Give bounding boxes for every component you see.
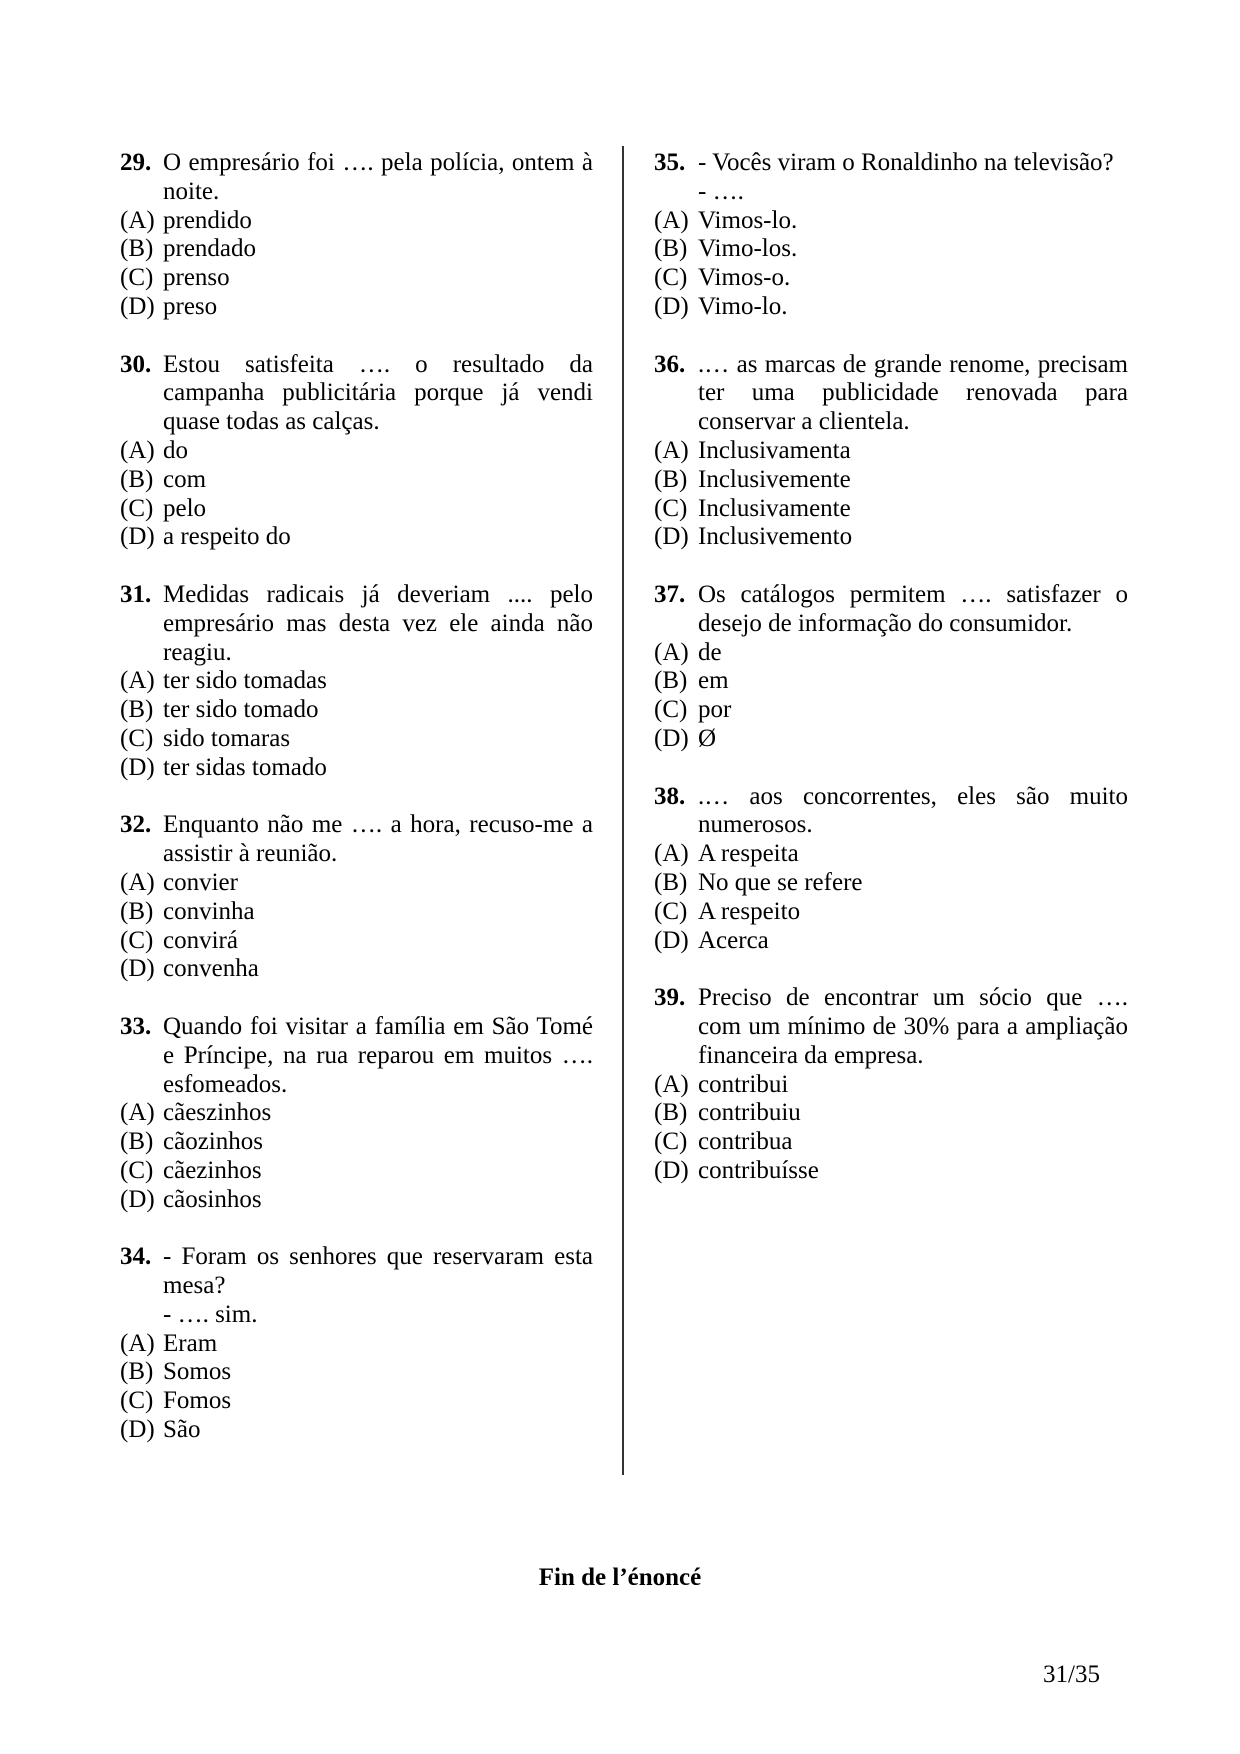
question-number: 36. xyxy=(654,350,686,378)
question-stem: Medidas radicais já deveriam .... pelo empresário mas desta vez ele ainda não reagiu. xyxy=(163,580,593,666)
option-label: (C) xyxy=(120,494,154,522)
option-text: prendido xyxy=(163,206,252,234)
question-number: 30. xyxy=(120,350,152,378)
question-stem: O empresário foi …. pela polícia, ontem à noite. xyxy=(163,149,593,205)
option-text: A respeito xyxy=(698,897,801,925)
option-label: (D) xyxy=(120,523,155,551)
option-label: (D) xyxy=(120,955,155,983)
question-30 xyxy=(120,351,593,553)
option-d xyxy=(654,523,1128,552)
question-31 xyxy=(120,581,593,783)
option-label: (B) xyxy=(120,1358,154,1386)
question-34 xyxy=(120,1243,593,1445)
option-text: São xyxy=(163,1416,201,1444)
option-d xyxy=(654,293,1128,322)
option-d xyxy=(120,754,593,783)
option-text: No que se refere xyxy=(698,868,863,896)
option-label: (B) xyxy=(120,696,154,724)
question-number: 34. xyxy=(120,1243,152,1271)
option-a xyxy=(120,667,593,696)
option-text: pelo xyxy=(163,494,207,522)
option-b xyxy=(120,898,593,927)
option-c xyxy=(120,264,593,293)
question-stem: Estou satisfeita …. o resultado da campanha publicitária porque já vendi quase todas as calças. xyxy=(163,350,593,436)
option-label: (A) xyxy=(654,1070,689,1098)
option-label: (D) xyxy=(120,1416,155,1444)
option-a xyxy=(654,1071,1128,1100)
question-number: 32. xyxy=(120,811,152,839)
option-label: (B) xyxy=(654,465,688,493)
option-text: Inclusivemento xyxy=(698,523,853,551)
option-text: convinha xyxy=(163,897,255,925)
option-c xyxy=(120,927,593,956)
question-29 xyxy=(120,149,593,322)
option-text: cãosinhos xyxy=(163,1185,262,1213)
question-number: 29. xyxy=(120,149,152,176)
option-text: Inclusivamenta xyxy=(698,436,851,464)
option-label: (B) xyxy=(120,465,154,493)
option-label: (D) xyxy=(654,292,689,320)
option-text: Inclusivamente xyxy=(698,494,851,522)
option-label: (C) xyxy=(654,494,688,522)
option-label: (C) xyxy=(654,897,688,925)
question-stem: .… aos concorrentes, eles são muito numerosos. xyxy=(698,782,1128,839)
option-text: Vimo-los. xyxy=(698,235,798,263)
option-a xyxy=(654,840,1128,869)
option-label: (B) xyxy=(654,1099,688,1127)
option-text: contribuiu xyxy=(698,1099,801,1127)
dialogue-line: - Foram os senhores que reservaram esta mesa? xyxy=(163,1243,593,1300)
option-label: (D) xyxy=(120,753,155,781)
question-number: 37. xyxy=(654,580,686,608)
question-stem xyxy=(163,1243,593,1329)
option-a xyxy=(654,437,1128,466)
option-label: (C) xyxy=(120,264,154,292)
option-d xyxy=(654,927,1128,956)
dialogue-line: - …. sim. xyxy=(163,1300,258,1328)
option-text: com xyxy=(163,465,207,493)
dialogue-line: - Vocês viram o Ronaldinho na televisão? xyxy=(698,149,1114,176)
option-c xyxy=(120,1157,593,1186)
question-stem xyxy=(698,149,1128,207)
option-label: (C) xyxy=(120,1156,154,1184)
option-text: contribuísse xyxy=(698,1156,819,1184)
option-text: preso xyxy=(163,292,218,320)
option-text: cãeszinhos xyxy=(163,1099,272,1127)
option-text: contribui xyxy=(698,1070,789,1098)
option-c xyxy=(654,264,1128,293)
question-stem: Preciso de encontrar um sócio que …. com um mínimo de 30% para a ampliação financeira da empresa. xyxy=(698,984,1128,1069)
option-label: (A) xyxy=(654,206,689,234)
option-label: (A) xyxy=(120,1099,155,1127)
option-text: Acerca xyxy=(698,926,769,954)
question-33 xyxy=(120,1013,593,1215)
option-d xyxy=(120,293,593,322)
option-d xyxy=(120,523,593,552)
option-a xyxy=(654,639,1128,668)
option-c xyxy=(654,495,1128,524)
option-c xyxy=(120,495,593,524)
dialogue-line: - …. xyxy=(698,177,744,205)
end-of-exam-text: Fin de l’énoncé xyxy=(538,1564,702,1591)
question-38 xyxy=(654,783,1128,956)
question-number: 38. xyxy=(654,782,686,810)
question-stem: Os catálogos permitem …. satisfazer o desejo de informação do consumidor. xyxy=(698,580,1128,637)
question-39 xyxy=(654,984,1128,1186)
option-label: (D) xyxy=(654,1156,689,1184)
option-text: convirá xyxy=(163,926,238,954)
option-text: em xyxy=(698,667,729,695)
question-number: 31. xyxy=(120,580,152,608)
option-label: (C) xyxy=(120,724,154,752)
option-text: Vimos-o. xyxy=(698,264,791,292)
option-label: (A) xyxy=(120,436,155,464)
option-text: contribua xyxy=(698,1128,793,1156)
option-text: convenha xyxy=(163,955,259,983)
page-number: 31/35 xyxy=(1043,1661,1100,1688)
option-label: (A) xyxy=(120,206,155,234)
option-d xyxy=(120,955,593,984)
option-b xyxy=(120,696,593,725)
option-label: (D) xyxy=(654,523,689,551)
option-b xyxy=(654,466,1128,495)
option-label: (B) xyxy=(120,897,154,925)
option-text: Eram xyxy=(163,1329,218,1357)
option-c xyxy=(654,898,1128,927)
option-a xyxy=(120,437,593,466)
option-b xyxy=(654,667,1128,696)
option-label: (D) xyxy=(120,1185,155,1213)
question-number: 33. xyxy=(120,1012,152,1040)
option-label: (C) xyxy=(654,264,688,292)
option-label: (D) xyxy=(120,292,155,320)
option-d xyxy=(120,1416,593,1445)
option-text: sido tomaras xyxy=(163,724,291,752)
option-a xyxy=(120,869,593,898)
option-label: (A) xyxy=(120,868,155,896)
option-label: (C) xyxy=(654,1128,688,1156)
option-label: (D) xyxy=(654,724,689,752)
option-text: de xyxy=(698,638,722,666)
column-divider xyxy=(622,146,624,1475)
option-text: prendado xyxy=(163,235,257,263)
option-c xyxy=(654,696,1128,725)
left-column xyxy=(120,149,593,1474)
option-label: (A) xyxy=(654,638,689,666)
option-b xyxy=(654,869,1128,898)
option-text: convier xyxy=(163,868,238,896)
option-label: (B) xyxy=(654,235,688,263)
option-text: cãozinhos xyxy=(163,1128,263,1156)
option-label: (A) xyxy=(120,1329,155,1357)
option-a xyxy=(120,1330,593,1359)
question-stem: .… as marcas de grande renome, precisam ter uma publicidade renovada para conservar a clientela. xyxy=(698,350,1128,436)
option-text: Vimos-lo. xyxy=(698,206,798,234)
option-b xyxy=(654,235,1128,264)
option-label: (C) xyxy=(654,696,688,724)
option-label: (B) xyxy=(120,1128,154,1156)
option-b xyxy=(120,1128,593,1157)
option-d xyxy=(654,725,1128,754)
option-label: (C) xyxy=(120,926,154,954)
option-label: (A) xyxy=(120,667,155,695)
option-a xyxy=(120,207,593,236)
option-d xyxy=(654,1157,1128,1186)
option-label: (A) xyxy=(654,436,689,464)
option-b xyxy=(120,466,593,495)
question-36 xyxy=(654,351,1128,553)
option-text: a respeito do xyxy=(163,523,291,551)
option-a xyxy=(120,1099,593,1128)
option-text: Vimo-lo. xyxy=(698,292,788,320)
option-b xyxy=(654,1099,1128,1128)
option-label: (A) xyxy=(654,840,689,868)
option-d xyxy=(120,1186,593,1215)
question-number: 35. xyxy=(654,149,686,176)
question-35 xyxy=(654,149,1128,322)
option-a xyxy=(654,207,1128,236)
option-text: ter sido tomadas xyxy=(163,667,327,695)
option-text: A respeita xyxy=(698,840,799,868)
question-stem: Enquanto não me …. a hora, recuso-me a assistir à reunião. xyxy=(163,811,593,868)
option-label: (B) xyxy=(654,667,688,695)
option-b xyxy=(120,235,593,264)
option-b xyxy=(120,1358,593,1387)
question-number: 39. xyxy=(654,984,686,1012)
option-label: (D) xyxy=(654,926,689,954)
option-text: por xyxy=(698,696,732,724)
option-label: (B) xyxy=(654,868,688,896)
option-c xyxy=(654,1128,1128,1157)
option-text: do xyxy=(163,436,188,464)
option-text: Fomos xyxy=(163,1387,232,1415)
option-label: (B) xyxy=(120,235,154,263)
question-37 xyxy=(654,581,1128,754)
option-text: Somos xyxy=(163,1358,232,1386)
option-text: prenso xyxy=(163,264,230,292)
option-text: Inclusivemente xyxy=(698,465,851,493)
option-text: Ø xyxy=(698,724,717,752)
option-text: ter sido tomado xyxy=(163,696,319,724)
right-column xyxy=(654,149,1128,1214)
option-label: (C) xyxy=(120,1387,154,1415)
question-stem: Quando foi visitar a família em São Tomé e Príncipe, na rua reparou em muitos …. esfomeados. xyxy=(163,1012,593,1098)
question-32 xyxy=(120,811,593,984)
option-c xyxy=(120,725,593,754)
option-c xyxy=(120,1387,593,1416)
option-text: ter sidas tomado xyxy=(163,753,327,781)
option-text: cãezinhos xyxy=(163,1156,262,1184)
